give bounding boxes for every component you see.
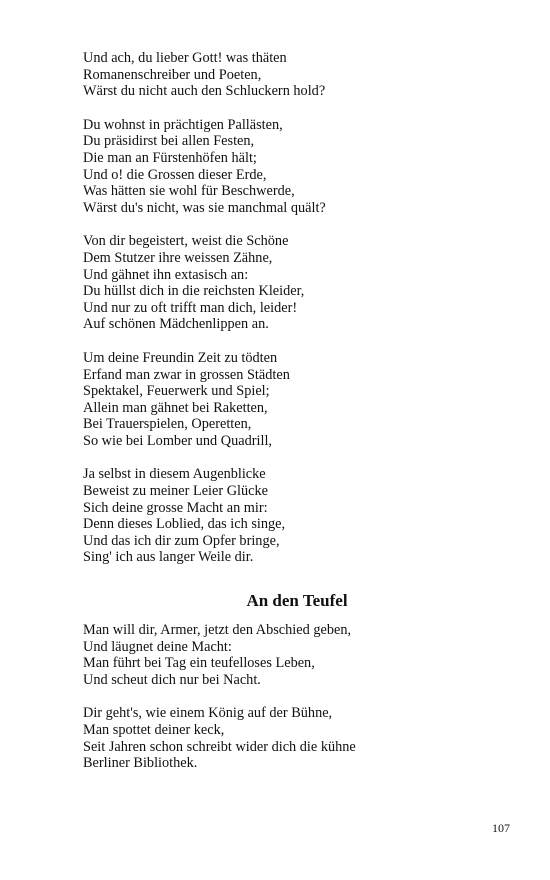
stanza: [83, 350, 483, 450]
verse-line: So wie bei Lomber und Quadrill,: [83, 432, 273, 449]
verse-line: Und nur zu oft trifft man dich, leider!: [83, 299, 298, 316]
verse-line: Dem Stutzer ihre weissen Zähne,: [83, 249, 273, 266]
verse-line: Wärst du's nicht, was sie manchmal quält?: [83, 199, 326, 216]
verse-line: Und gähnet ihn extasisch an:: [83, 266, 249, 283]
verse-line: Und läugnet deine Macht:: [83, 638, 232, 655]
verse-line: Man führt bei Tag ein teufelloses Leben,: [83, 655, 315, 672]
verse-line: Erfand man zwar in grossen Städten: [83, 366, 290, 383]
verse-line: Und das ich dir zum Opfer bringe,: [83, 532, 280, 549]
stanza: [83, 50, 483, 100]
verse-line: Denn dieses Loblied, das ich singe,: [83, 516, 286, 533]
verse-line: Und o! die Grossen dieser Erde,: [83, 166, 267, 183]
verse-line: Du wohnst in prächtigen Pallästen,: [83, 116, 283, 133]
verse-line: Die man an Fürstenhöfen hält;: [83, 149, 257, 166]
verse-line: Bei Trauerspielen, Operetten,: [83, 416, 252, 433]
verse-line: Allein man gähnet bei Raketten,: [83, 399, 268, 416]
verse-line: Berliner Bibliothek.: [83, 755, 198, 772]
verse-line: Von dir begeistert, weist die Schöne: [83, 233, 289, 250]
verse-line: Und scheut dich nur bei Nacht.: [83, 671, 261, 688]
verse-line: Und ach, du lieber Gott! was thäten: [83, 50, 287, 66]
poem-continuation: [83, 50, 483, 566]
verse-line: Was hätten sie wohl für Beschwerde,: [83, 183, 295, 200]
verse-line: Du präsidirst bei allen Festen,: [83, 133, 255, 150]
verse-line: Beweist zu meiner Leier Glücke: [83, 483, 268, 500]
verse-line: Man spottet deiner keck,: [83, 722, 225, 738]
verse-line: Spektakel, Feuerwerk und Spiel;: [83, 383, 270, 400]
verse-line: Sing' ich aus langer Weile dir.: [83, 549, 254, 566]
poem-an-den-teufel: [83, 622, 483, 772]
verse-line: Romanenschreiber und Poeten,: [83, 66, 262, 83]
stanza: [83, 622, 483, 688]
page-content: [83, 50, 483, 789]
poem-title: An den Teufel: [246, 591, 348, 611]
verse-line: Wärst du nicht auch den Schluckern hold?: [83, 83, 326, 100]
verse-line: Auf schönen Mädchenlippen an.: [83, 316, 269, 333]
verse-line: Um deine Freundin Zeit zu tödten: [83, 349, 278, 366]
verse-line: Sich deine grosse Macht an mir:: [83, 499, 268, 516]
verse-line: Dir geht's, wie einem König auf der Bühne,: [83, 705, 333, 722]
verse-line: Du hüllst dich in die reichsten Kleider,: [83, 283, 305, 300]
stanza: [83, 466, 483, 566]
verse-line: Seit Jahren schon schreibt wider dich die kühne: [83, 738, 356, 755]
stanza: [83, 705, 483, 771]
stanza: [83, 117, 483, 217]
verse-line: Man will dir, Armer, jetzt den Abschied geben,: [83, 622, 352, 639]
stanza: [83, 233, 483, 333]
verse-line: Ja selbst in diesem Augenblicke: [83, 466, 266, 483]
page-number: 107: [492, 821, 510, 835]
